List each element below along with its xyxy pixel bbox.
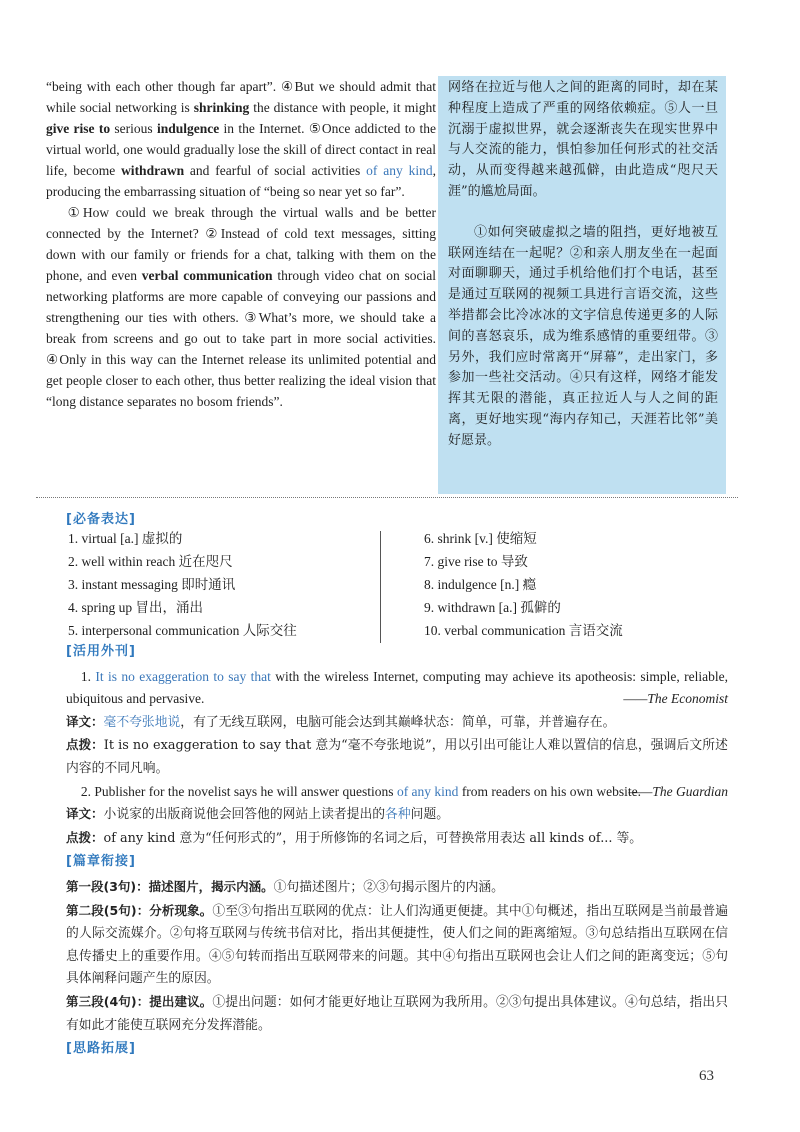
example-1-translation: 译文：毫不夸张地说，有了无线互联网，电脑可能会达到其巅峰状态：简单，可靠，并普遍存在。 (66, 713, 616, 730)
vocab-item: 1. virtual [a.] 虚拟的 (68, 531, 183, 546)
chinese-paragraph-1: 网络在拉近与他人之间的距离的同时，却在某种程度上造成了严重的网络依赖症。⑤人一旦沉溺于虚拟世界，就会逐渐丧失在现实世界中与人交流的能力，惧怕参加任何形式的社交活动，从而变得越来越孤僻，由此造成“咫尺天涯”的尴尬局面。 (448, 80, 718, 199)
dotted-divider (36, 497, 738, 498)
english-paragraph-1: “being with each other though far apart”. ④But we should admit that while social networking is shrinking the distance with people, it might give rise to serious indulgence in the Internet. ⑤Once addicted to the virtual world, one would gradually lose the skill of direct contact in real life, become withdrawn and fearful of social activities of any kind, producing the embarrassing situation of “being so near yet so far”. (46, 79, 437, 199)
vocab-item: 2. well within reach 近在咫尺 (68, 554, 233, 569)
chinese-paragraph-2: ①如何突破虚拟之墙的阻挡，更好地被互联网连结在一起呢？②和亲人朋友坐在一起面对面聊聊天，通过手机给他们打个电话，甚至是通过互联网的视频工具进行言语交流，这些举措都会比冷冰冰的文字信息传递更多的人际间的喜怒哀乐，成为维系感情的重要纽带。③另外，我们应时常离开“屏幕”，走出家门，多参加一些社交活动。④只有这样，网络才能发挥其无限的潜能，真正拉近人与人之间的距离，更好地实现“海内存知己，天涯若比邻”美好愿景。 (448, 224, 718, 448)
vocab-item: 5. interpersonal communication 人际交往 (68, 623, 297, 638)
highlight-phrase: It is no exaggeration to say that (95, 668, 271, 684)
vocab-item: 3. instant messaging 即时通讯 (68, 577, 236, 592)
bold-phrase: indulgence (156, 121, 220, 136)
vocab-column-right (424, 527, 724, 642)
highlight-phrase: of any kind (396, 783, 459, 799)
example-1-source: ——The Economist (623, 691, 728, 707)
english-passage (46, 76, 436, 412)
lower-content (66, 640, 728, 1063)
ideas-heading: [思路拓展] (66, 1041, 136, 1057)
vocab-column-divider (380, 531, 381, 643)
structure-paragraph-1: 第一段(3句)：描述图片，揭示内涵。①句描述图片；②③句揭示图片的内涵。 (66, 878, 504, 895)
example-2-note: 点拨：of any kind 意为“任何形式的”，用于所修饰的名词之后，可替换常用表达 all kinds of... 等。 (66, 829, 643, 846)
chinese-translation-box (438, 76, 726, 494)
example-2: 2. Publisher for the novelist says he will answer questions of any kind from readers on his own website. (80, 783, 642, 799)
bold-phrase: withdrawn (121, 163, 185, 178)
page-number: 63 (699, 1068, 714, 1084)
structure-paragraph-3: 第三段(4句)：提出建议。①提出问题：如何才能更好地让互联网为我所用。②③句提出具体建议。④句总结，指出只有如此才能使互联网充分发挥潜能。 (66, 993, 729, 1033)
structure-paragraph-2: 第二段(5句)：分析现象。①至③句指出互联网的优点：让人们沟通更便捷。其中①句概述，指出互联网是当前最普遍的人际交流媒介。②句将互联网与传统书信对比，指出其便捷性，使人们之间的距离缩短。③句总结指出互联网在信息传播史上的重要作用。④⑤句转而指出互联网带来的问题。其中④句指出互联网也会让人们之间的距离变远；⑤句具体阐释问题产生的原因。 (66, 902, 729, 987)
example-2-translation: 译文：小说家的出版商说他会回答他的网站上读者提出的各种问题。 (66, 806, 450, 823)
vocab-item: 10. verbal communication 言语交流 (424, 623, 623, 638)
foreign-journals-heading: [活用外刊] (66, 644, 136, 659)
essay-section (46, 76, 726, 494)
structure-heading: [篇章衔接] (66, 854, 136, 870)
vocab-item: 4. spring up 冒出，涌出 (68, 600, 203, 615)
english-paragraph-2: ①How could we break through the virtual walls and be better connected by the Internet? ②Instead of cold text messages, sitting down with our family or friends for a chat, talking with them on the phone, and even verbal communication through video chat on social networking platforms are more capable of conveying our passions and strengthening our ties with others. ③What’s more, we should take a break from screens and go out to take part in more social activities. ④Only in this way can the Internet release its unlimited potential and get people closer to each other, thus better realizing the ideal vision that “long distance separates no bosom friends”. (46, 205, 437, 409)
bold-phrase: give rise to (46, 121, 111, 136)
bold-phrase: shrinking (193, 100, 250, 115)
vocab-item: 8. indulgence [n.] 瘾 (424, 577, 537, 592)
highlight-phrase: 毫不夸张地说 (103, 714, 181, 730)
example-1-note: 点拨：It is no exaggeration to say that 意为“毫不夸张地说”，用以引出可能让人难以置信的信息，强调后文所述内容的不同凡响。 (66, 737, 728, 776)
example-2-source: ——The Guardian (628, 783, 728, 799)
bold-phrase: verbal communication (141, 268, 273, 283)
vocab-heading: [必备表达] (66, 512, 136, 527)
vocab-item: 7. give rise to 导致 (424, 554, 528, 569)
vocab-item: 9. withdrawn [a.] 孤僻的 (424, 600, 561, 615)
example-1: 1. It is no exaggeration to say that with the wireless Internet, computing may achieve its apotheosis: simple, reliable, ubiquitous and pervasive. (66, 668, 729, 707)
vocab-item: 6. shrink [v.] 使缩短 (424, 531, 537, 546)
highlight-phrase: of any kind (366, 163, 433, 178)
vocab-column-left (68, 527, 368, 642)
highlight-phrase: 各种 (385, 807, 411, 823)
